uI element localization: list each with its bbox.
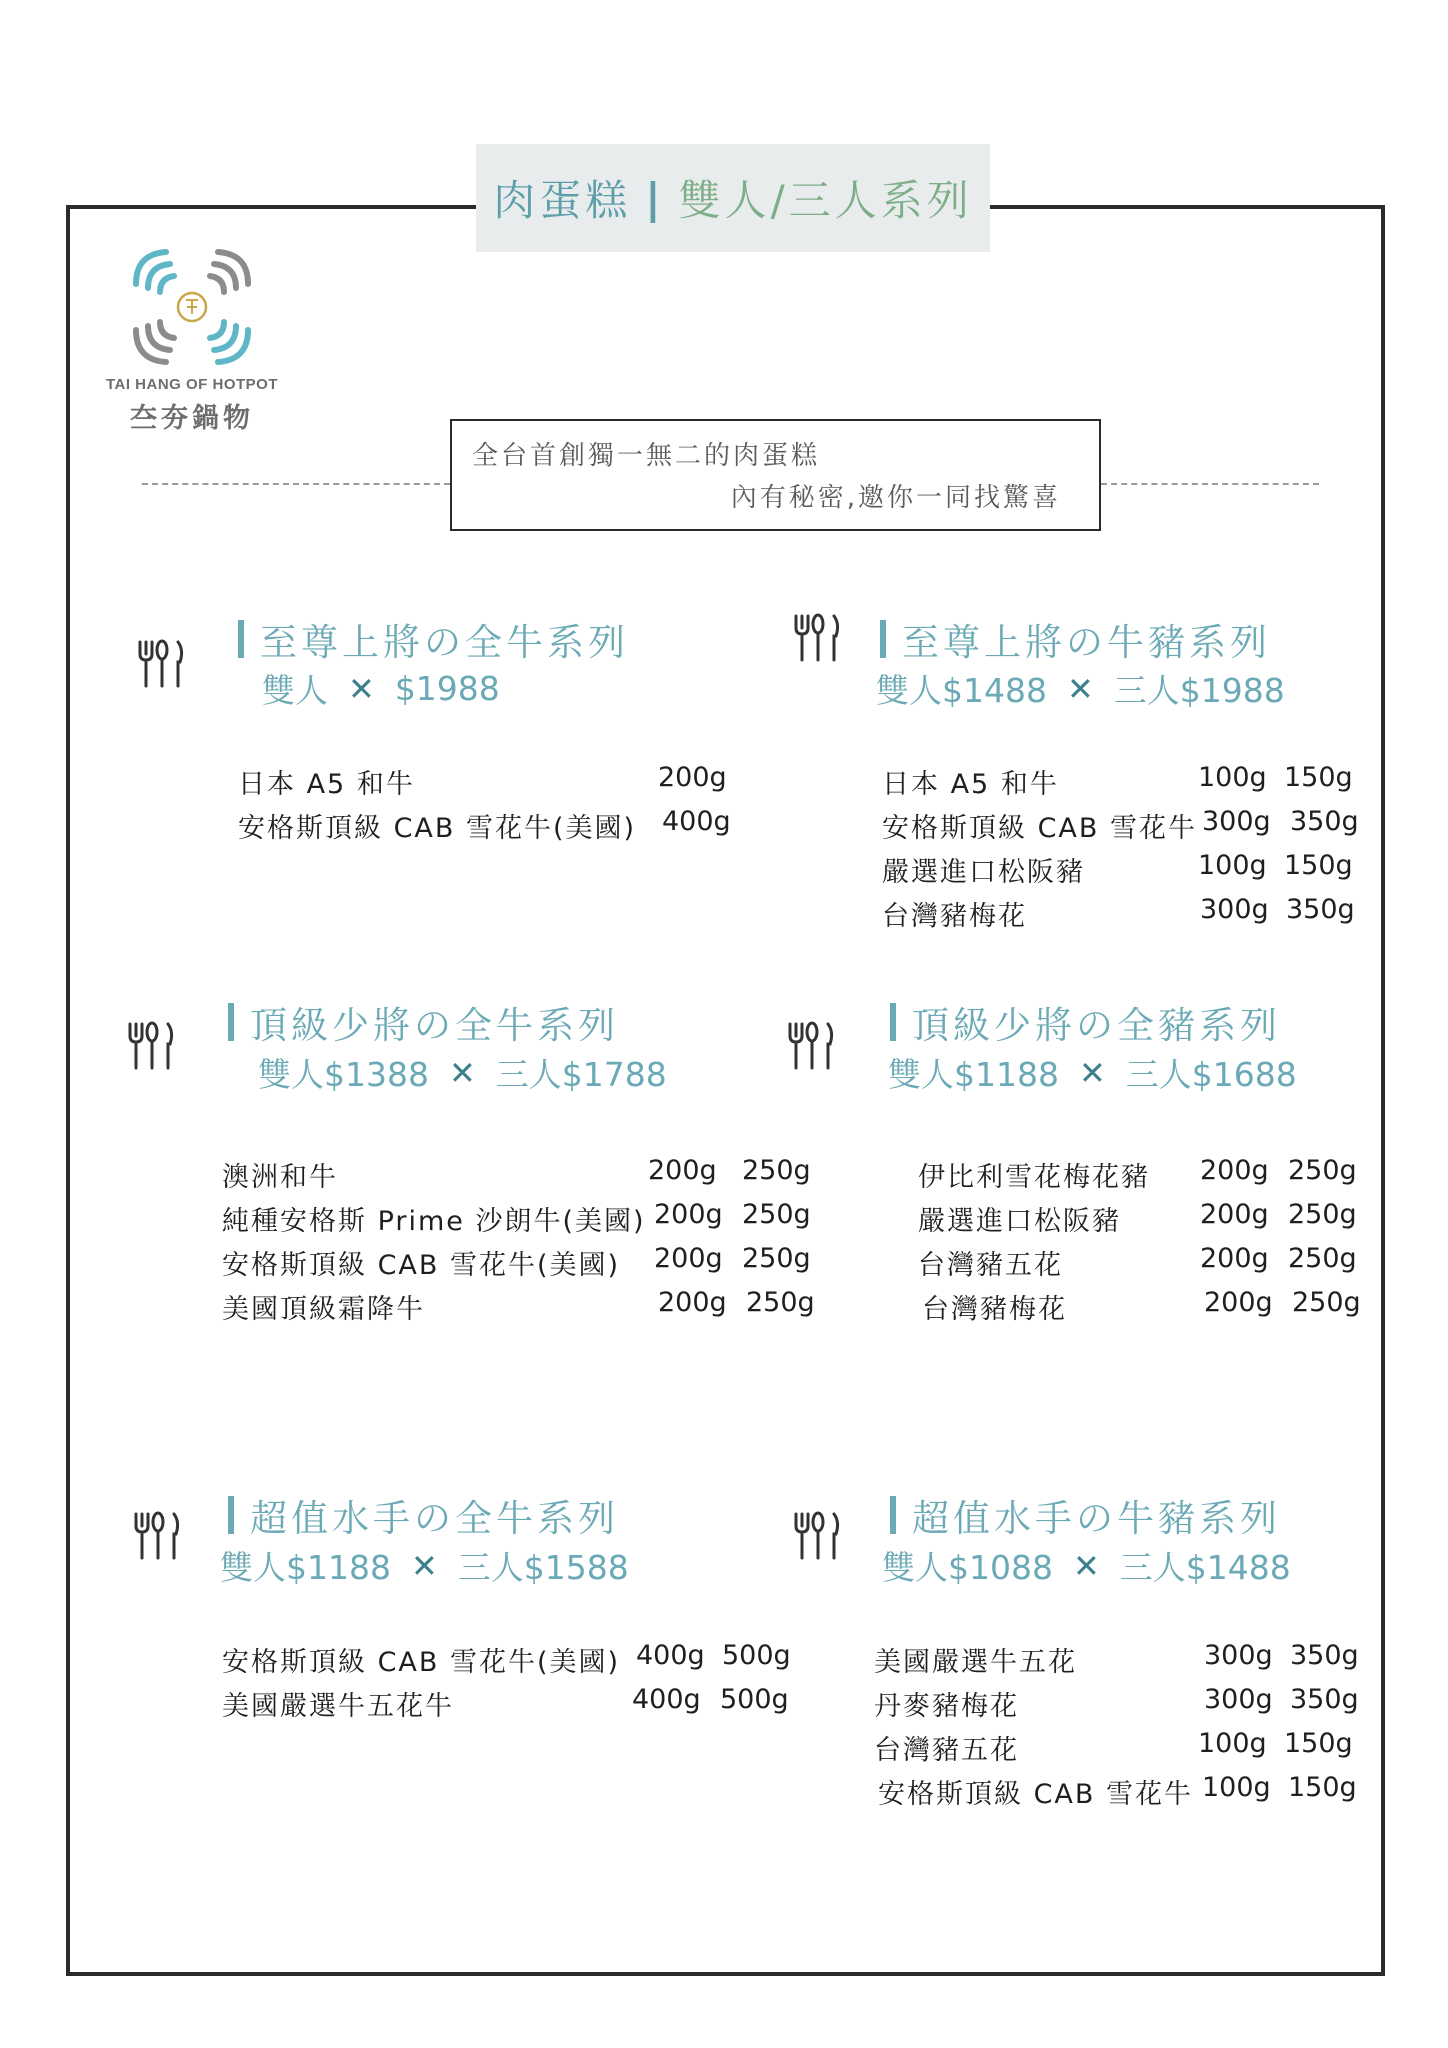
fork-spoon-knife-icon bbox=[124, 1020, 176, 1072]
section-title-value-beef: 超值水手の全牛系列 bbox=[228, 1488, 619, 1542]
section-price-premium-beef: 雙人$1388 ✕ 三人$1788 bbox=[258, 1053, 667, 1094]
section-price-value-beef: 雙人$1188 ✕ 三人$1588 bbox=[220, 1546, 629, 1587]
brand-logo bbox=[104, 244, 280, 434]
logo-name-zh: 夳夯鍋物 bbox=[130, 403, 254, 434]
slogan-line-1: 全台首創獨一無二的肉蛋糕 bbox=[472, 441, 821, 471]
tai-hang-knot-logo-icon bbox=[126, 244, 258, 370]
slogan-line-2: 內有秘密,邀你一同找驚喜 bbox=[730, 483, 1061, 513]
dashed-divider-left bbox=[142, 483, 450, 485]
section-price-premium-pork: 雙人$1188 ✕ 三人$1688 bbox=[888, 1053, 1297, 1094]
section-price-supreme-beef-pork: 雙人$1488 ✕ 三人$1988 bbox=[876, 669, 1285, 710]
section-price-value-beef-pork: 雙人$1088 ✕ 三人$1488 bbox=[882, 1546, 1291, 1587]
section-price-supreme-beef: 雙人 ✕ $1988 bbox=[262, 669, 500, 710]
dashed-divider-right bbox=[1101, 483, 1319, 485]
section-title-premium-pork: 頂級少將の全豬系列 bbox=[890, 995, 1281, 1049]
title-cake: 肉蛋糕 bbox=[493, 176, 632, 225]
section-title-premium-beef: 頂級少將の全牛系列 bbox=[228, 995, 619, 1049]
slogan-box bbox=[450, 419, 1101, 531]
section-title-supreme-beef: 至尊上將の全牛系列 bbox=[238, 612, 629, 666]
fork-spoon-knife-icon bbox=[790, 1510, 842, 1562]
section-title-supreme-beef-pork: 至尊上將の牛豬系列 bbox=[880, 612, 1271, 666]
fork-spoon-knife-icon bbox=[134, 638, 186, 690]
section-title-value-beef-pork: 超值水手の牛豬系列 bbox=[890, 1488, 1281, 1542]
fork-spoon-knife-icon bbox=[784, 1020, 836, 1072]
title-series: 雙人/三人系列 bbox=[678, 176, 973, 225]
title-separator: | bbox=[645, 173, 665, 223]
fork-spoon-knife-icon bbox=[130, 1510, 182, 1562]
logo-name-en: TAI HANG OF HOTPOT bbox=[105, 376, 279, 393]
fork-spoon-knife-icon bbox=[790, 612, 842, 664]
page-title bbox=[476, 144, 990, 252]
